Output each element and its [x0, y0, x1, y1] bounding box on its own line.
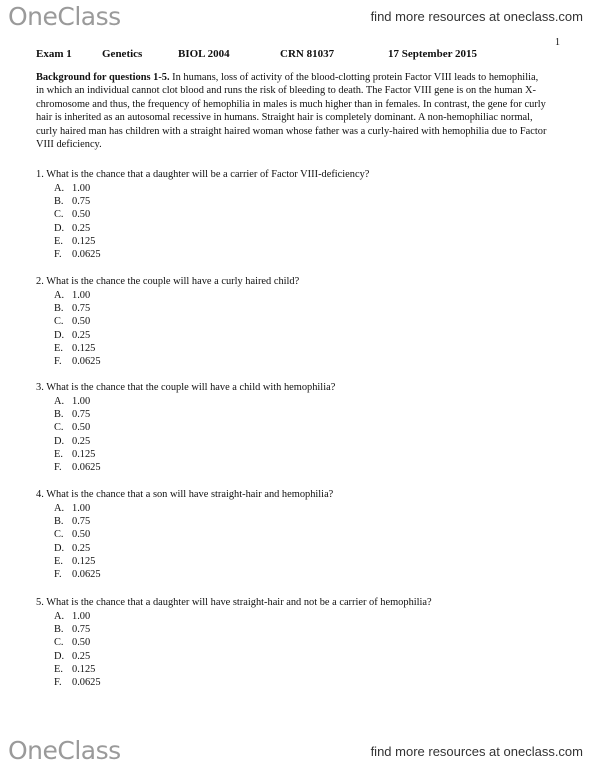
answer-options	[36, 395, 556, 474]
crn-label: CRN 81037	[280, 48, 335, 60]
question-text: 3. What is the chance that the couple will have a child with hemophilia?	[36, 382, 336, 393]
answer-option[interactable]	[54, 515, 556, 528]
answer-option[interactable]	[54, 329, 556, 342]
answer-option[interactable]	[54, 502, 556, 515]
option-letter: A.	[54, 183, 65, 194]
answer-option[interactable]	[54, 222, 556, 235]
answer-option[interactable]	[54, 408, 556, 421]
question-text: 5. What is the chance that a daughter will have straight-hair and not be a carrier of hemophilia?	[36, 597, 432, 608]
question-2	[36, 275, 556, 368]
question-text: 2. What is the chance the couple will have a curly haired child?	[36, 276, 300, 287]
course-label: BIOL 2004	[178, 48, 230, 60]
answer-option[interactable]	[54, 528, 556, 541]
option-value: 0.75	[72, 303, 91, 315]
option-letter: F.	[54, 569, 62, 581]
option-letter: F.	[54, 462, 62, 474]
option-letter: F.	[54, 249, 62, 261]
option-value: 0.0625	[72, 462, 101, 474]
answer-option[interactable]	[54, 555, 556, 568]
option-letter: C.	[54, 529, 64, 541]
option-value: 0.75	[72, 409, 91, 421]
question-3	[36, 381, 556, 474]
background-lead: Background for questions 1-5.	[36, 72, 170, 83]
option-value: 0.75	[72, 196, 91, 208]
answer-option[interactable]	[54, 302, 556, 315]
option-value: 0.25	[72, 650, 91, 662]
option-value: 0.25	[72, 435, 91, 447]
option-value: 0.50	[72, 316, 91, 328]
subject-label: Genetics	[102, 48, 143, 60]
oneclass-logo-footer[interactable]: OneClass	[8, 736, 121, 765]
answer-option[interactable]	[54, 650, 556, 663]
answer-options	[36, 610, 556, 689]
option-value: 0.0625	[72, 677, 101, 689]
answer-option[interactable]	[54, 623, 556, 636]
option-value: 0.75	[72, 516, 91, 528]
answer-option[interactable]	[54, 461, 556, 474]
question-1	[36, 168, 556, 261]
answer-option[interactable]	[54, 235, 556, 248]
answer-option[interactable]	[54, 421, 556, 434]
option-letter: B.	[54, 196, 64, 208]
answer-options	[36, 289, 556, 368]
option-letter: D.	[54, 329, 65, 341]
option-letter: D.	[54, 650, 65, 662]
answer-option[interactable]	[54, 542, 556, 555]
resources-link-footer[interactable]: find more resources at oneclass.com	[370, 744, 583, 759]
option-value: 0.25	[72, 542, 91, 554]
background-text: In humans, loss of activity of the blood-clotting protein Factor VIII leads to hemophilia, in which an individual cannot clot blood and runs the risk of bleeding to death. The Factor VIII gene is on the human X-chromosome and thus, the frequency of hemophilia in males is much higher than in females. In contrast, the gene for curly hair is inherited as an autosomal recessive in humans. Straight hair is completely dominant. A non-hemophiliac normal, curly haired man has children with a straight haired woman whose father was a curly-haired with hemophilia due to Factor VIII deficiency.	[36, 72, 547, 151]
option-letter: D.	[54, 222, 65, 234]
answer-option[interactable]	[54, 676, 556, 689]
answer-option[interactable]	[54, 289, 556, 302]
answer-option[interactable]	[54, 248, 556, 261]
option-letter: E.	[54, 663, 63, 675]
answer-option[interactable]	[54, 448, 556, 461]
option-value: 0.50	[72, 529, 91, 541]
option-letter: E.	[54, 342, 63, 354]
question-text: 4. What is the chance that a son will have straight-hair and hemophilia?	[36, 489, 334, 500]
option-letter: C.	[54, 316, 64, 328]
answer-option[interactable]	[54, 315, 556, 328]
answer-option[interactable]	[54, 568, 556, 581]
option-letter: F.	[54, 356, 62, 368]
answer-options	[36, 182, 556, 261]
background-paragraph	[36, 71, 548, 151]
option-letter: E.	[54, 555, 63, 567]
question-5	[36, 596, 556, 689]
date-label: 17 September 2015	[388, 48, 478, 60]
option-value: 0.0625	[72, 356, 101, 368]
question-4	[36, 488, 556, 581]
option-letter: B.	[54, 303, 64, 315]
oneclass-logo[interactable]: OneClass	[8, 2, 121, 31]
option-value: 0.0625	[72, 569, 101, 581]
option-value: 1.00	[72, 183, 91, 194]
option-value: 1.00	[72, 290, 91, 301]
option-value: 0.75	[72, 624, 91, 636]
answer-option[interactable]	[54, 663, 556, 676]
option-letter: A.	[54, 290, 65, 301]
option-value: 0.25	[72, 329, 91, 341]
option-value: 0.50	[72, 637, 91, 649]
answer-option[interactable]	[54, 610, 556, 623]
option-letter: E.	[54, 235, 63, 247]
answer-option[interactable]	[54, 208, 556, 221]
answer-option[interactable]	[54, 395, 556, 408]
option-letter: B.	[54, 624, 64, 636]
page-number: 1	[555, 37, 560, 48]
option-value: 1.00	[72, 611, 91, 622]
option-letter: A.	[54, 396, 65, 407]
option-letter: E.	[54, 448, 63, 460]
answer-option[interactable]	[54, 195, 556, 208]
option-letter: B.	[54, 409, 64, 421]
exam-label: Exam 1	[36, 48, 72, 60]
option-value: 0.0625	[72, 249, 101, 261]
option-letter: A.	[54, 503, 65, 514]
option-value: 0.50	[72, 209, 91, 221]
option-letter: C.	[54, 422, 64, 434]
option-letter: C.	[54, 209, 64, 221]
option-letter: C.	[54, 637, 64, 649]
option-value: 0.125	[72, 448, 96, 460]
resources-link[interactable]: find more resources at oneclass.com	[370, 9, 583, 24]
option-value: 0.50	[72, 422, 91, 434]
option-letter: A.	[54, 611, 65, 622]
answer-option[interactable]	[54, 182, 556, 195]
option-value: 1.00	[72, 503, 91, 514]
option-value: 1.00	[72, 396, 91, 407]
option-value: 0.25	[72, 222, 91, 234]
option-letter: B.	[54, 516, 64, 528]
option-value: 0.125	[72, 663, 96, 675]
answer-option[interactable]	[54, 355, 556, 368]
option-letter: D.	[54, 435, 65, 447]
option-value: 0.125	[72, 342, 96, 354]
answer-option[interactable]	[54, 342, 556, 355]
answer-option[interactable]	[54, 435, 556, 448]
question-text: 1. What is the chance that a daughter will be a carrier of Factor VIII-deficiency?	[36, 169, 370, 180]
answer-options	[36, 502, 556, 581]
option-value: 0.125	[72, 555, 96, 567]
answer-option[interactable]	[54, 636, 556, 649]
option-letter: F.	[54, 677, 62, 689]
option-letter: D.	[54, 542, 65, 554]
option-value: 0.125	[72, 235, 96, 247]
